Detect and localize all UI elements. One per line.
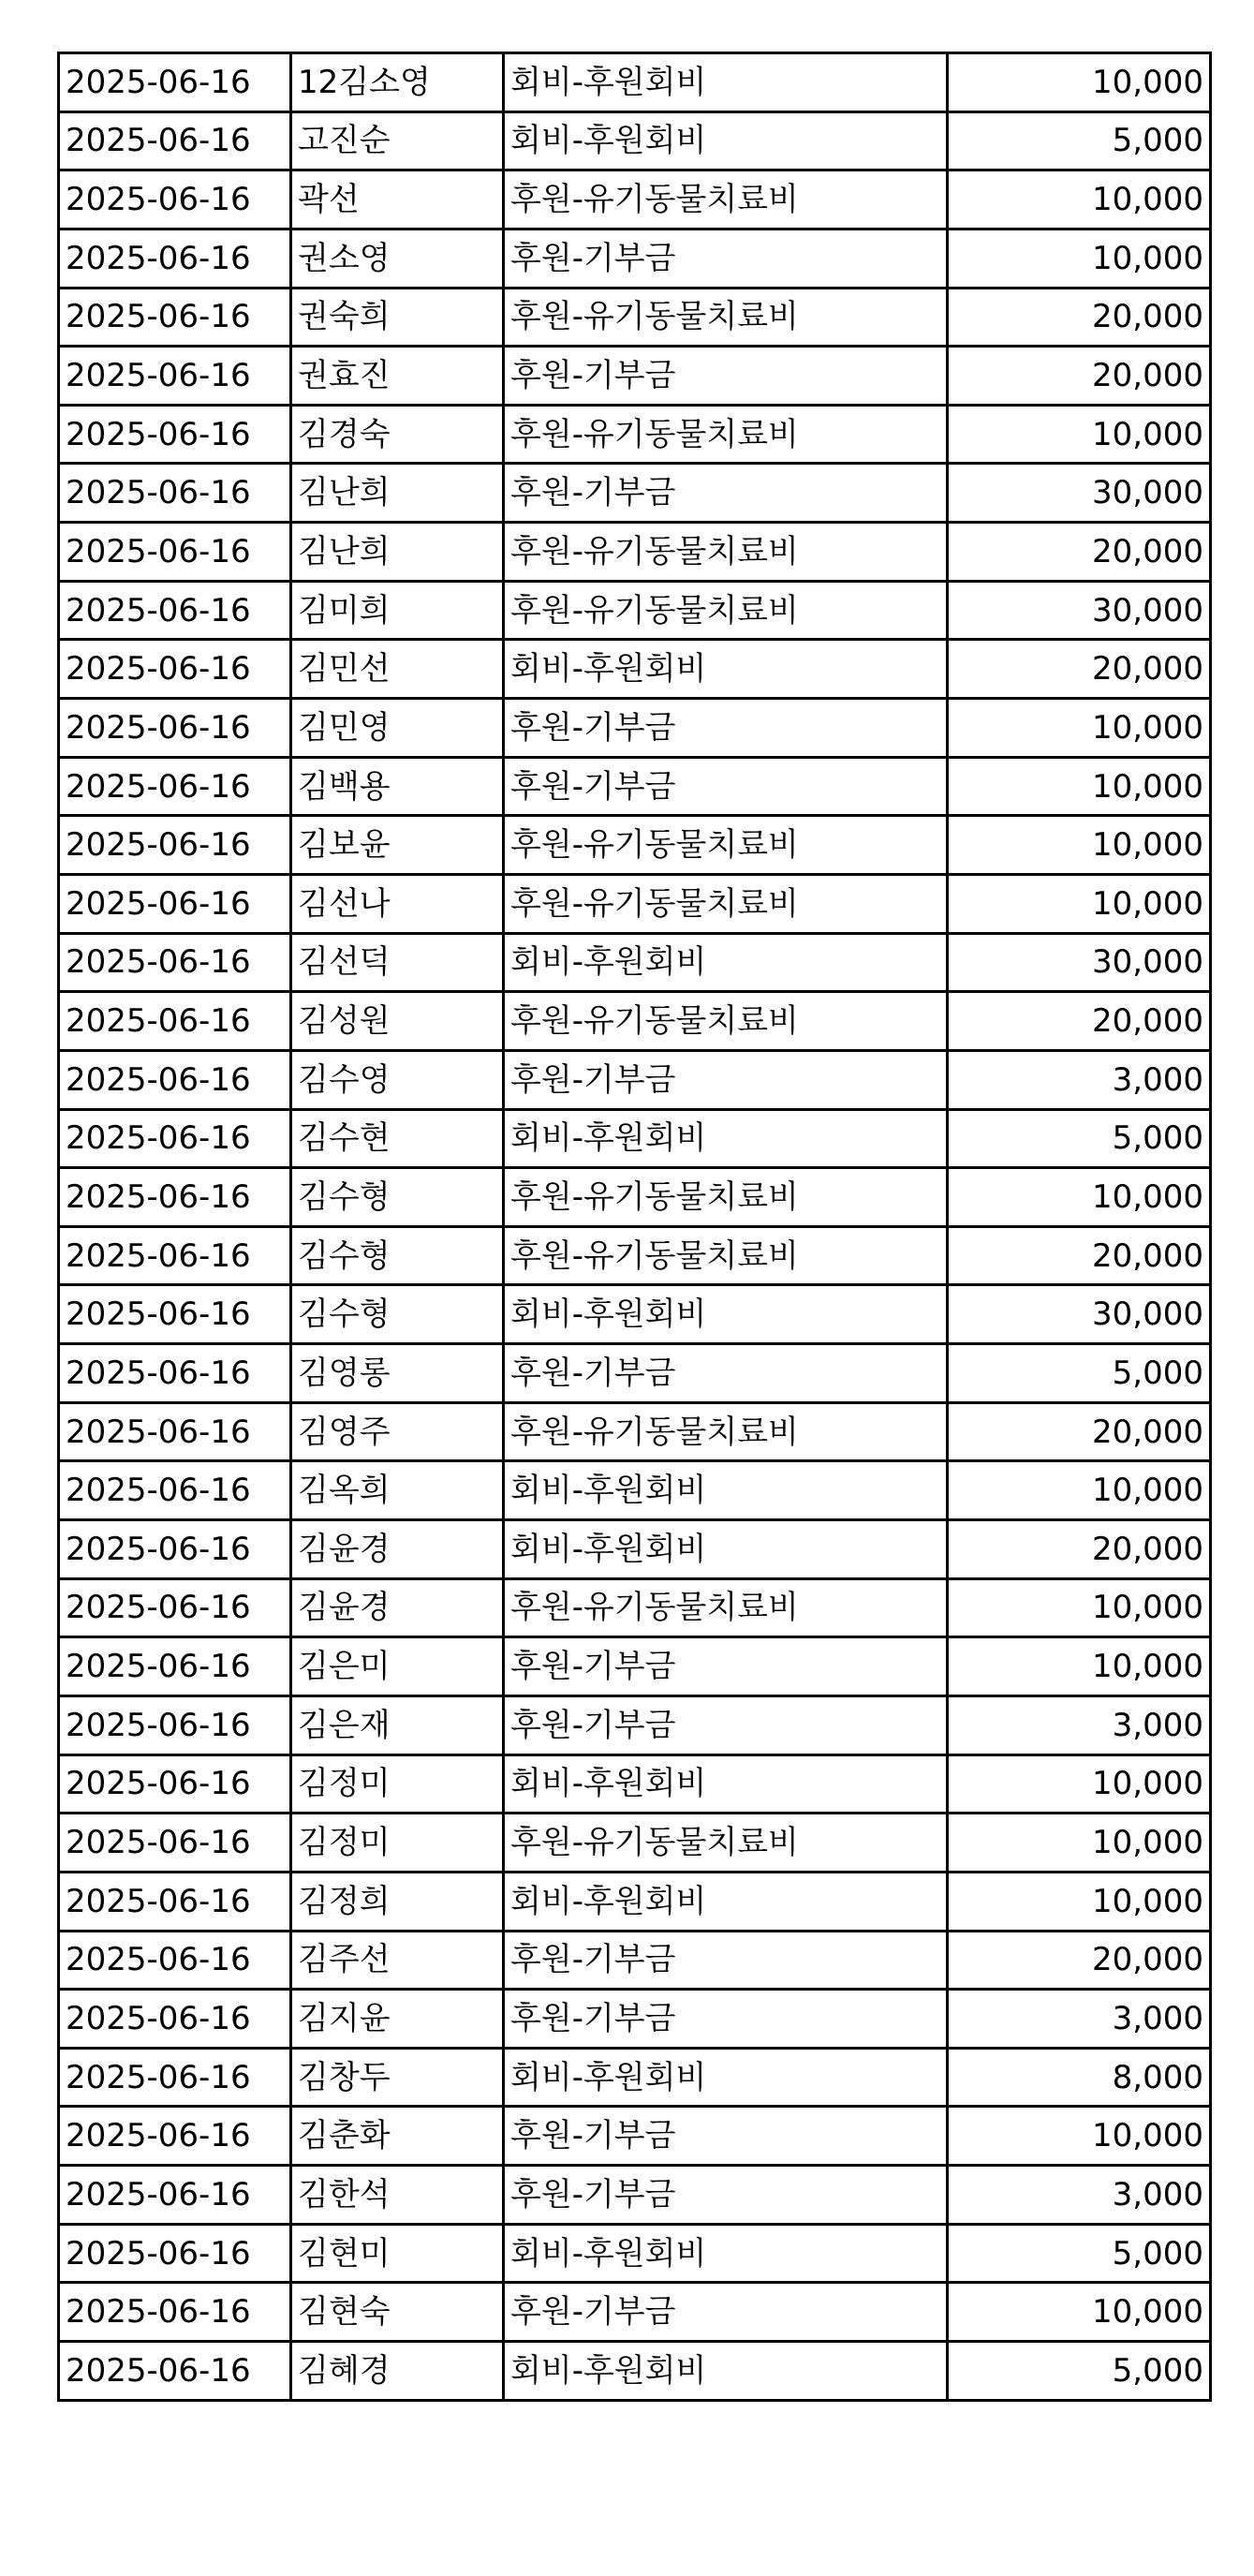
category-cell: 후원-유기동물치료비 [504,1402,948,1461]
amount-cell: 10,000 [948,1814,1211,1873]
amount-cell: 10,000 [948,405,1211,464]
name-cell: 김정미 [291,1754,504,1814]
table-row [59,1578,1211,1637]
category-cell: 후원-유기동물치료비 [504,816,948,875]
category-cell: 후원-유기동물치료비 [504,1814,948,1873]
date-cell: 2025-06-16 [59,757,291,816]
category-cell: 후원-기부금 [504,1637,948,1696]
category-cell: 회비-후원회비 [504,2341,948,2400]
category-cell: 후원-기부금 [504,1050,948,1109]
category-cell: 회비-후원회비 [504,1520,948,1579]
category-cell: 회비-후원회비 [504,1461,948,1520]
amount-cell: 10,000 [948,1578,1211,1637]
date-cell: 2025-06-16 [59,1931,291,1990]
name-cell: 김보윤 [291,816,504,875]
date-cell: 2025-06-16 [59,874,291,933]
name-cell: 김백용 [291,757,504,816]
date-cell: 2025-06-16 [59,1285,291,1344]
amount-cell: 3,000 [948,1050,1211,1109]
category-cell: 후원-유기동물치료비 [504,874,948,933]
name-cell: 김윤경 [291,1520,504,1579]
date-cell: 2025-06-16 [59,933,291,992]
date-cell: 2025-06-16 [59,170,291,229]
category-cell: 회비-후원회비 [504,640,948,699]
name-cell: 김춘화 [291,2107,504,2166]
amount-cell: 20,000 [948,288,1211,347]
date-cell: 2025-06-16 [59,1872,291,1931]
amount-cell: 10,000 [948,699,1211,758]
category-cell: 후원-기부금 [504,347,948,406]
date-cell: 2025-06-16 [59,405,291,464]
table-row [59,523,1211,582]
amount-cell: 5,000 [948,111,1211,170]
name-cell: 김영롱 [291,1344,504,1403]
category-cell: 후원-유기동물치료비 [504,1168,948,1227]
amount-cell: 10,000 [948,874,1211,933]
amount-cell: 20,000 [948,1402,1211,1461]
amount-cell: 10,000 [948,2283,1211,2342]
amount-cell: 30,000 [948,464,1211,523]
amount-cell: 10,000 [948,1461,1211,1520]
date-cell: 2025-06-16 [59,2166,291,2225]
amount-cell: 10,000 [948,229,1211,288]
date-cell: 2025-06-16 [59,1226,291,1285]
name-cell: 권소영 [291,229,504,288]
date-cell: 2025-06-16 [59,1520,291,1579]
name-cell: 김정미 [291,1814,504,1873]
name-cell: 김창두 [291,2048,504,2107]
amount-cell: 10,000 [948,757,1211,816]
date-cell: 2025-06-16 [59,464,291,523]
category-cell: 회비-후원회비 [504,2224,948,2283]
table-row [59,1285,1211,1344]
category-cell: 회비-후원회비 [504,933,948,992]
name-cell: 12김소영 [291,53,504,112]
table-row [59,874,1211,933]
table-row [59,1344,1211,1403]
date-cell: 2025-06-16 [59,1050,291,1109]
category-cell: 후원-기부금 [504,2283,948,2342]
amount-cell: 20,000 [948,992,1211,1051]
name-cell: 김난희 [291,464,504,523]
table-row [59,1872,1211,1931]
name-cell: 김미희 [291,581,504,640]
amount-cell: 8,000 [948,2048,1211,2107]
amount-cell: 10,000 [948,1754,1211,1814]
table-row [59,1461,1211,1520]
table-row [59,1931,1211,1990]
category-cell: 후원-기부금 [504,1990,948,2049]
category-cell: 후원-유기동물치료비 [504,581,948,640]
name-cell: 김주선 [291,1931,504,1990]
category-cell: 회비-후원회비 [504,1285,948,1344]
table-row [59,1754,1211,1814]
name-cell: 김윤경 [291,1578,504,1637]
amount-cell: 20,000 [948,347,1211,406]
date-cell: 2025-06-16 [59,992,291,1051]
date-cell: 2025-06-16 [59,1695,291,1754]
name-cell: 김한석 [291,2166,504,2225]
name-cell: 김수형 [291,1285,504,1344]
name-cell: 권숙희 [291,288,504,347]
name-cell: 김난희 [291,523,504,582]
table-row [59,347,1211,406]
date-cell: 2025-06-16 [59,2107,291,2166]
category-cell: 후원-기부금 [504,757,948,816]
table-row [59,2224,1211,2283]
category-cell: 후원-기부금 [504,2107,948,2166]
table-row [59,2283,1211,2342]
table-row [59,816,1211,875]
name-cell: 김옥희 [291,1461,504,1520]
amount-cell: 20,000 [948,640,1211,699]
amount-cell: 20,000 [948,523,1211,582]
category-cell: 후원-유기동물치료비 [504,992,948,1051]
name-cell: 김선나 [291,874,504,933]
date-cell: 2025-06-16 [59,1402,291,1461]
amount-cell: 10,000 [948,53,1211,112]
amount-cell: 10,000 [948,170,1211,229]
category-cell: 후원-기부금 [504,464,948,523]
table-row [59,53,1211,112]
table-row [59,1814,1211,1873]
name-cell: 김경숙 [291,405,504,464]
date-cell: 2025-06-16 [59,1168,291,1227]
amount-cell: 10,000 [948,1637,1211,1696]
date-cell: 2025-06-16 [59,699,291,758]
date-cell: 2025-06-16 [59,523,291,582]
category-cell: 회비-후원회비 [504,1109,948,1168]
date-cell: 2025-06-16 [59,1814,291,1873]
date-cell: 2025-06-16 [59,1461,291,1520]
table-row [59,1226,1211,1285]
name-cell: 김현숙 [291,2283,504,2342]
category-cell: 후원-기부금 [504,699,948,758]
table-row [59,2107,1211,2166]
category-cell: 후원-기부금 [504,229,948,288]
name-cell: 김은재 [291,1695,504,1754]
date-cell: 2025-06-16 [59,581,291,640]
table-row [59,992,1211,1051]
name-cell: 김수형 [291,1168,504,1227]
amount-cell: 20,000 [948,1931,1211,1990]
name-cell: 김성원 [291,992,504,1051]
date-cell: 2025-06-16 [59,1344,291,1403]
date-cell: 2025-06-16 [59,640,291,699]
date-cell: 2025-06-16 [59,2283,291,2342]
table-row [59,2048,1211,2107]
amount-cell: 3,000 [948,1990,1211,2049]
category-cell: 후원-유기동물치료비 [504,170,948,229]
name-cell: 김지윤 [291,1990,504,2049]
table-row [59,288,1211,347]
amount-cell: 10,000 [948,816,1211,875]
name-cell: 김정희 [291,1872,504,1931]
date-cell: 2025-06-16 [59,1578,291,1637]
amount-cell: 30,000 [948,581,1211,640]
date-cell: 2025-06-16 [59,1637,291,1696]
table-row [59,933,1211,992]
category-cell: 후원-기부금 [504,1931,948,1990]
table-row [59,111,1211,170]
name-cell: 곽선 [291,170,504,229]
date-cell: 2025-06-16 [59,111,291,170]
table-row [59,1168,1211,1227]
table-row [59,581,1211,640]
date-cell: 2025-06-16 [59,2048,291,2107]
donation-ledger-table [57,52,1212,2402]
table-row [59,699,1211,758]
amount-cell: 10,000 [948,2107,1211,2166]
name-cell: 김민영 [291,699,504,758]
table-row [59,1520,1211,1579]
name-cell: 김현미 [291,2224,504,2283]
table-row [59,2341,1211,2400]
date-cell: 2025-06-16 [59,229,291,288]
amount-cell: 20,000 [948,1226,1211,1285]
amount-cell: 5,000 [948,2224,1211,2283]
category-cell: 회비-후원회비 [504,111,948,170]
name-cell: 김수현 [291,1109,504,1168]
table-row [59,1990,1211,2049]
date-cell: 2025-06-16 [59,816,291,875]
date-cell: 2025-06-16 [59,1990,291,2049]
date-cell: 2025-06-16 [59,288,291,347]
table-row [59,229,1211,288]
category-cell: 회비-후원회비 [504,1754,948,1814]
amount-cell: 30,000 [948,1285,1211,1344]
table-row [59,1695,1211,1754]
category-cell: 후원-기부금 [504,2166,948,2225]
ledger-body [59,53,1211,2401]
category-cell: 회비-후원회비 [504,53,948,112]
category-cell: 회비-후원회비 [504,2048,948,2107]
name-cell: 권효진 [291,347,504,406]
category-cell: 후원-기부금 [504,1344,948,1403]
amount-cell: 10,000 [948,1872,1211,1931]
name-cell: 김민선 [291,640,504,699]
table-row [59,1050,1211,1109]
category-cell: 회비-후원회비 [504,1872,948,1931]
date-cell: 2025-06-16 [59,53,291,112]
table-row [59,170,1211,229]
date-cell: 2025-06-16 [59,347,291,406]
amount-cell: 30,000 [948,933,1211,992]
name-cell: 김선덕 [291,933,504,992]
amount-cell: 10,000 [948,1168,1211,1227]
category-cell: 후원-유기동물치료비 [504,405,948,464]
table-row [59,1109,1211,1168]
amount-cell: 5,000 [948,2341,1211,2400]
name-cell: 김수형 [291,1226,504,1285]
amount-cell: 20,000 [948,1520,1211,1579]
amount-cell: 3,000 [948,2166,1211,2225]
table-row [59,757,1211,816]
table-row [59,464,1211,523]
amount-cell: 5,000 [948,1344,1211,1403]
name-cell: 김영주 [291,1402,504,1461]
category-cell: 후원-유기동물치료비 [504,523,948,582]
name-cell: 김수영 [291,1050,504,1109]
category-cell: 후원-유기동물치료비 [504,1578,948,1637]
table-row [59,640,1211,699]
table-row [59,1402,1211,1461]
table-row [59,2166,1211,2225]
date-cell: 2025-06-16 [59,1109,291,1168]
date-cell: 2025-06-16 [59,1754,291,1814]
category-cell: 후원-유기동물치료비 [504,1226,948,1285]
name-cell: 고진순 [291,111,504,170]
category-cell: 후원-유기동물치료비 [504,288,948,347]
table-row [59,405,1211,464]
date-cell: 2025-06-16 [59,2224,291,2283]
name-cell: 김혜경 [291,2341,504,2400]
table-row [59,1637,1211,1696]
amount-cell: 5,000 [948,1109,1211,1168]
name-cell: 김은미 [291,1637,504,1696]
amount-cell: 3,000 [948,1695,1211,1754]
category-cell: 후원-기부금 [504,1695,948,1754]
date-cell: 2025-06-16 [59,2341,291,2400]
